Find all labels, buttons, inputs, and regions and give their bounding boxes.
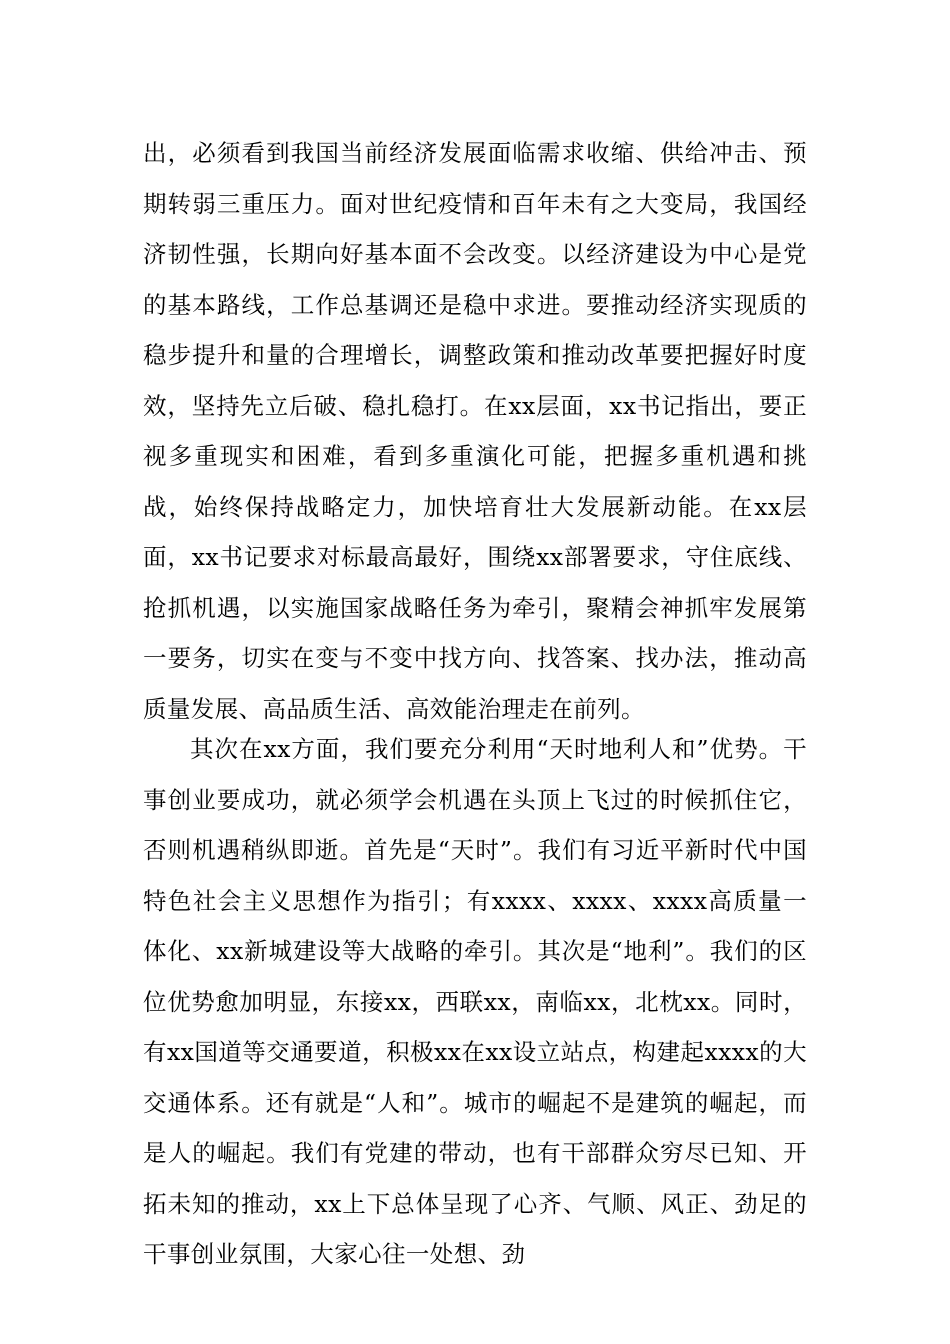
body-paragraph-1: 出，必须看到我国当前经济发展面临需求收缩、供给冲击、预期转弱三重压力。面对世纪疫情和百年未有之大变局，我国经济韧性强，长期向好基本面不会改变。以经济建设为中心是党的基本路线，工作总基调还是稳中求进。要推动经济实现质的稳步提升和量的合理增长，调整政策和推动改革要把握好时度效，坚持先立后破、稳扎稳打。在xx层面，xx书记指出，要正视多重现实和困难，看到多重演化可能，把握多重机遇和挑战，始终保持战略定力，加快培育壮大发展新动能。在xx层面，xx书记要求对标最高最好，围绕xx部署要求，守住底线、抢抓机遇，以实施国家战略任务为牵引，聚精会神抓牢发展第一要务，切实在变与不变中找方向、找答案、找办法，推动高质量发展、高品质生活、高效能治理走在前列。: [143, 139, 807, 723]
body-paragraph-2: 其次在xx方面，我们要充分利用“天时地利人和”优势。干事创业要成功，就必须学会机遇在头顶上飞过的时候抓住它，否则机遇稍纵即逝。首先是“天时”。我们有习近平新时代中国特色社会主义思想作为指引；有xxxx、xxxx、xxxx高质量一体化、xx新城建设等大战略的牵引。其次是“地利”。我们的区位优势愈加明显，东接xx，西联xx，南临xx，北枕xx。同时，有xx国道等交通要道，积极xx在xx设立站点，构建起xxxx的大交通体系。还有就是“人和”。城市的崛起不是建筑的崛起，而是人的崛起。我们有党建的带动，也有干部群众穷尽已知、开拓未知的推动，xx上下总体呈现了心齐、气顺、风正、劲足的干事创业氛围，大家心往一处想、劲: [143, 735, 807, 1268]
